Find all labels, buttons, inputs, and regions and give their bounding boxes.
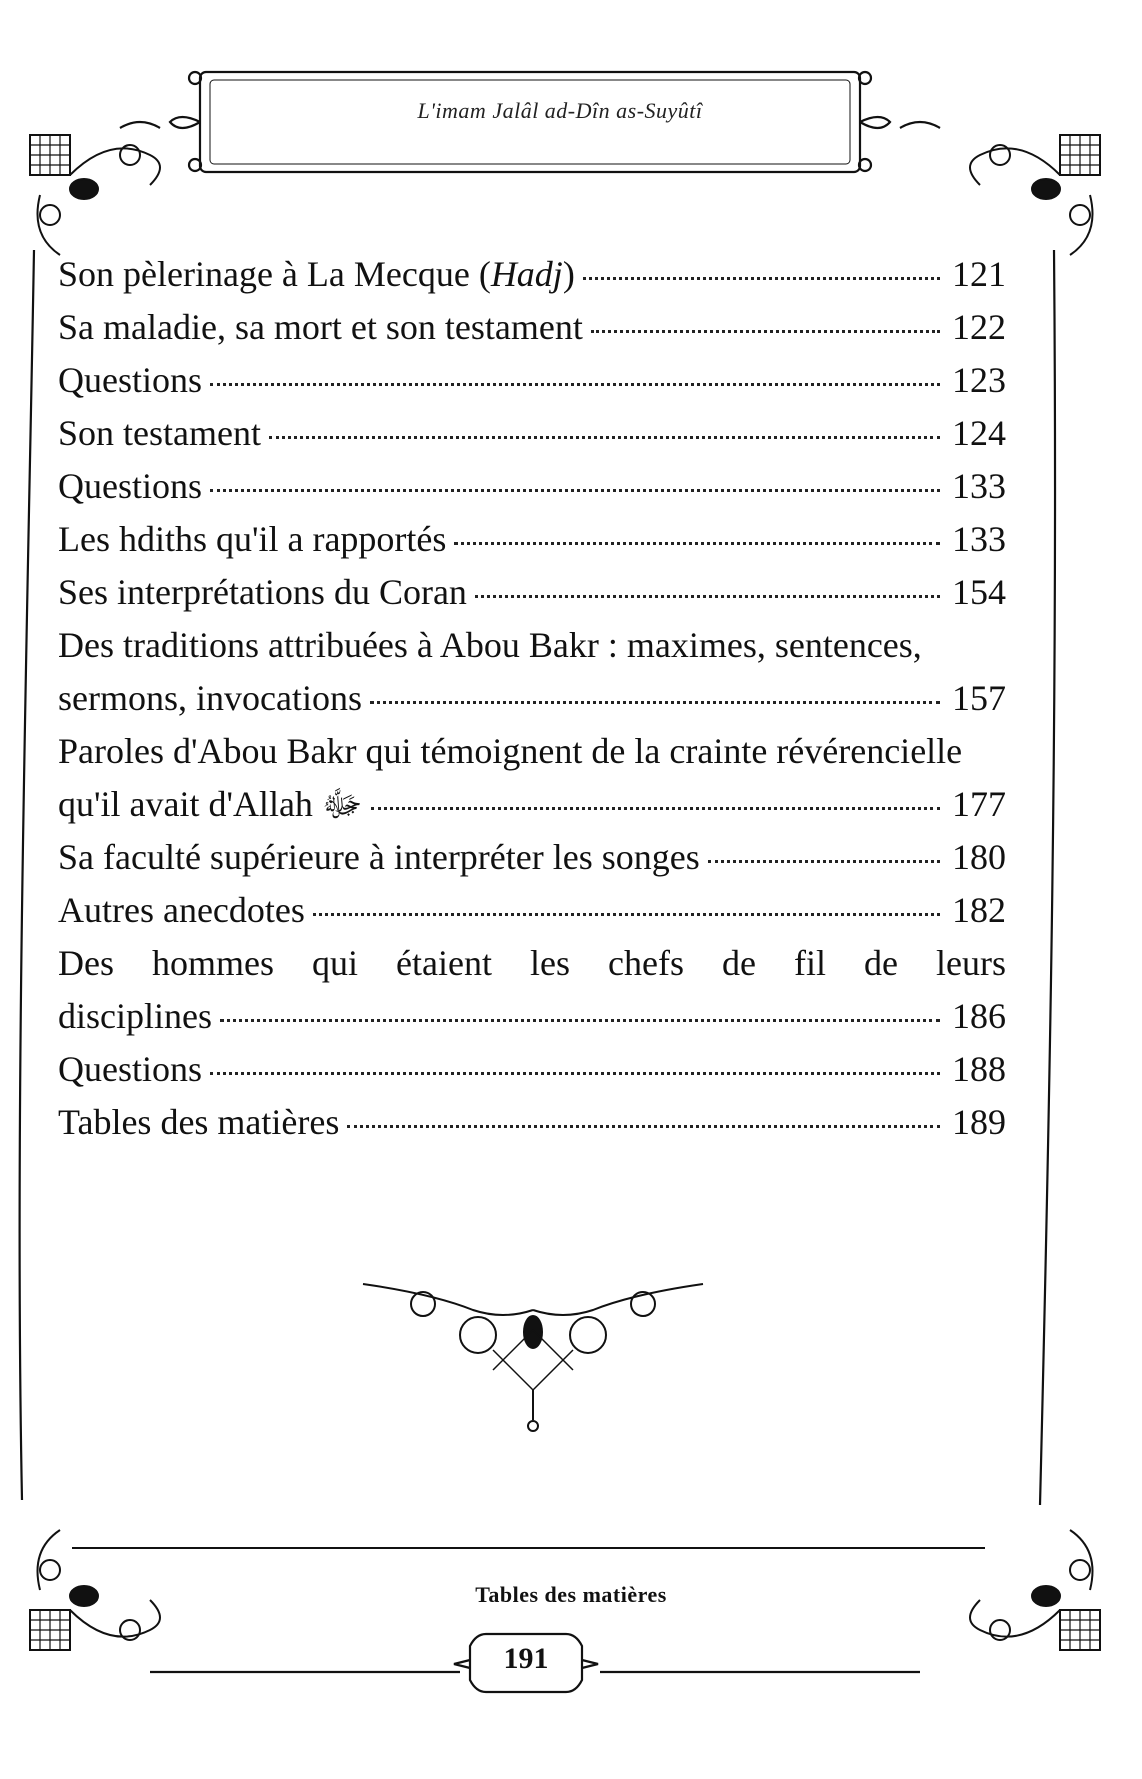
toc-entry-title: Questions (58, 466, 202, 506)
toc-entry-page: 182 (952, 890, 1006, 930)
dot-leader (591, 330, 940, 333)
page-number: 191 (503, 1642, 549, 1675)
toc-entry-page: 122 (952, 307, 1006, 347)
toc-entry (58, 1043, 1006, 1096)
toc-entry (58, 778, 1006, 831)
toc-entry-first-line (58, 937, 1006, 990)
toc-entry (58, 990, 1006, 1043)
dot-leader (708, 860, 940, 863)
toc-entry-title: Ses interprétations du Coran (58, 572, 467, 612)
toc-entry-page: 124 (952, 413, 1006, 453)
fleuron-ornament (363, 1284, 703, 1431)
toc-entry-page: 133 (952, 466, 1006, 506)
toc-entry (58, 460, 1006, 513)
toc-entry-page: 123 (952, 360, 1006, 400)
toc-entry-title: sermons, invocations (58, 678, 362, 718)
toc-entry-title: Sa faculté supérieure à interpréter les songes (58, 837, 700, 877)
toc-entry-title: qu'il avait d'Allah ﷻ (58, 784, 363, 824)
toc-entry (58, 672, 1006, 725)
corner-ornament-top-right (970, 135, 1100, 255)
dot-leader (371, 807, 940, 810)
toc-entry-page: 121 (952, 254, 1006, 294)
dot-leader (370, 701, 940, 704)
toc-entry (58, 831, 1006, 884)
toc-entry-page: 189 (952, 1102, 1006, 1142)
toc-entry (58, 566, 1006, 619)
toc-entry-title: Sa maladie, sa mort et son testament (58, 307, 583, 347)
toc-entry-title: Questions (58, 360, 202, 400)
dot-leader (220, 1019, 940, 1022)
dot-leader (210, 489, 940, 492)
toc-entry-page: 133 (952, 519, 1006, 559)
corner-ornament-top-left (30, 135, 160, 255)
toc-entry (58, 354, 1006, 407)
toc-entry-title-line1: Des hommes qui étaient les chefs de fil de leurs (58, 943, 1006, 983)
dot-leader (583, 277, 940, 280)
toc-entry-title: Son testament (58, 413, 261, 453)
toc-entry (58, 301, 1006, 354)
toc-entry-title: Autres anecdotes (58, 890, 305, 930)
toc-entry-title: Tables des matières (58, 1102, 340, 1142)
toc-entry-title-line1: Paroles d'Abou Bakr qui témoignent de la crainte révérencielle (58, 731, 963, 771)
toc-entry-title: Les hdiths qu'il a rapportés (58, 519, 447, 559)
footer-section-title: Tables des matières (475, 1582, 667, 1607)
dot-leader (210, 1072, 940, 1075)
toc-entry-first-line (58, 725, 1006, 778)
dot-leader (454, 542, 940, 545)
left-border-line (20, 250, 34, 1500)
toc-entry (58, 1096, 1006, 1149)
dot-leader (313, 913, 940, 916)
toc-entry-title-line1: Des traditions attribuées à Abou Bakr : maximes, sentences, (58, 625, 922, 665)
dot-leader (347, 1125, 940, 1128)
toc-entry-title: disciplines (58, 996, 212, 1036)
toc-entry (58, 248, 1006, 301)
toc-entry-title: Questions (58, 1049, 202, 1089)
dot-leader (210, 383, 940, 386)
right-border-line (1040, 250, 1055, 1505)
toc-entry-page: 157 (952, 678, 1006, 718)
toc-entry-page: 188 (952, 1049, 1006, 1089)
toc-entry-page: 177 (952, 784, 1006, 824)
table-of-contents (58, 248, 1006, 1149)
toc-entry (58, 513, 1006, 566)
dot-leader (269, 436, 940, 439)
dot-leader (475, 595, 940, 598)
toc-entry (58, 407, 1006, 460)
toc-entry-page: 186 (952, 996, 1006, 1036)
toc-entry-title: Son pèlerinage à La Mecque (Hadj) (58, 254, 575, 294)
running-header: L'imam Jalâl ad-Dîn as-Suyûtî (417, 98, 703, 123)
toc-entry-page: 154 (952, 572, 1006, 612)
toc-entry-page: 180 (952, 837, 1006, 877)
toc-entry-first-line (58, 619, 1006, 672)
toc-entry (58, 884, 1006, 937)
